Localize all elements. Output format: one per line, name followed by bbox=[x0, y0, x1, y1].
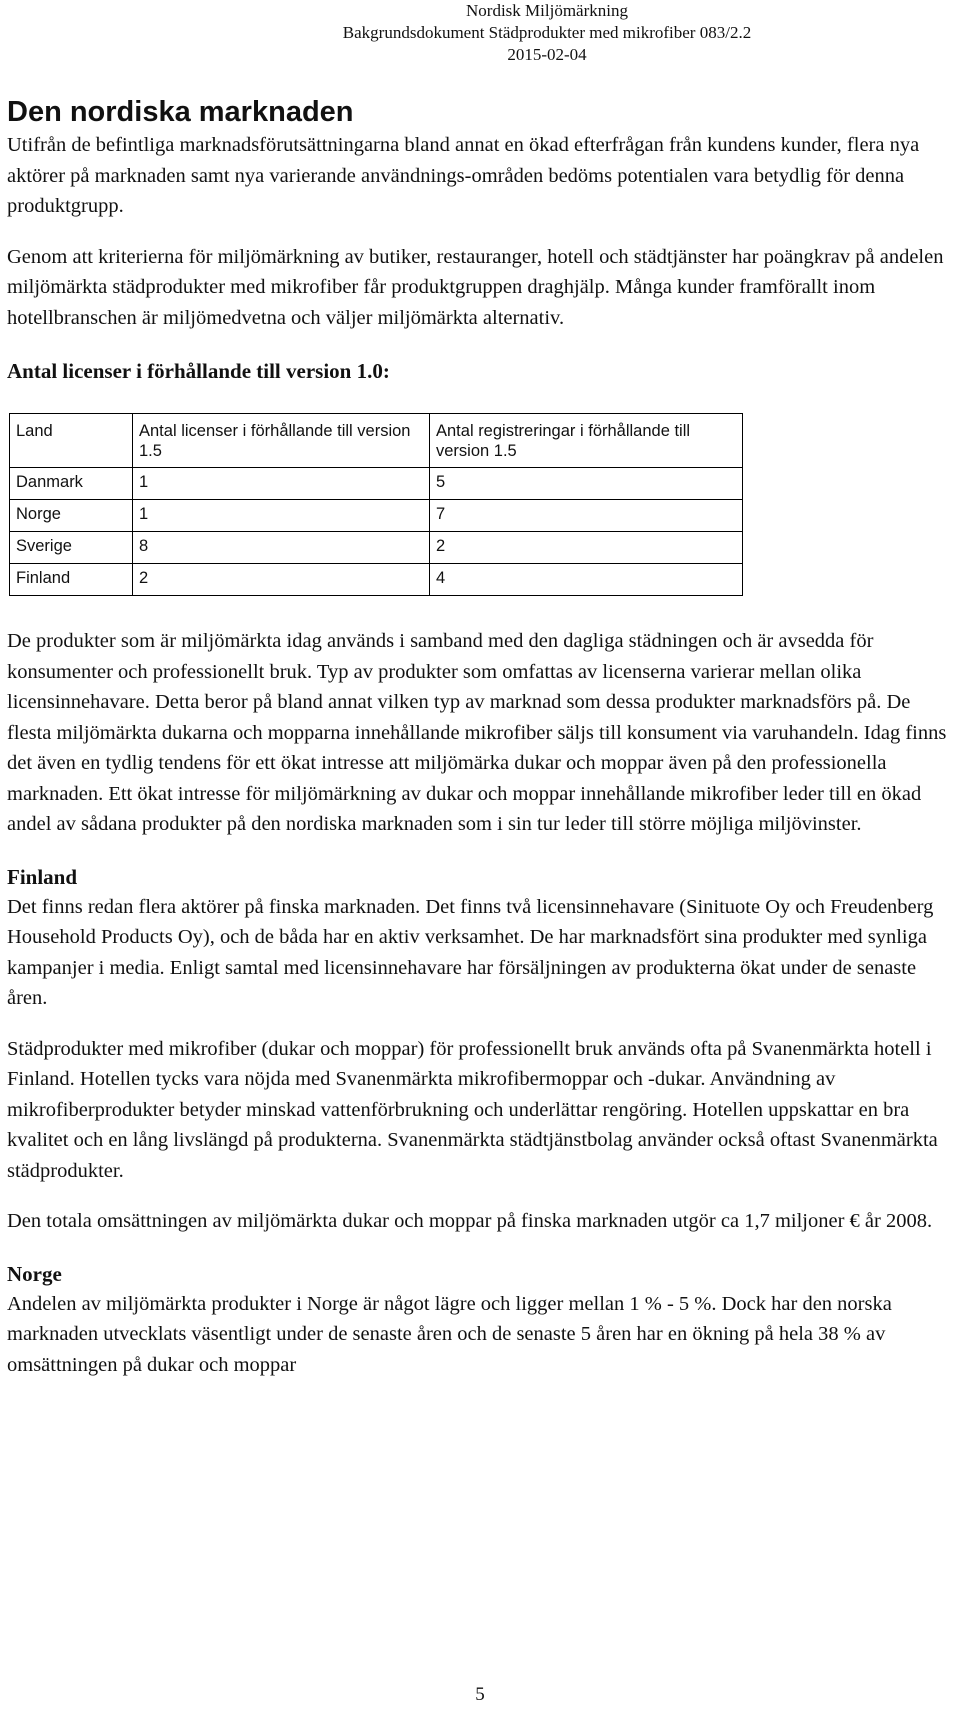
table-cell: Danmark bbox=[10, 468, 133, 500]
norge-paragraph: Andelen av miljömärkta produkter i Norge är något lägre och ligger mellan 1 % - 5 %. Dock har den norska marknaden utvecklats väsentligt under de senaste åren och de senaste 5 åren har en ökning på hela 38 % av omsättningen på dukar och moppar bbox=[7, 1292, 892, 1376]
table-cell: 1 bbox=[133, 468, 430, 500]
table-row bbox=[10, 532, 743, 564]
table-header-cell: Antal licenser i förhållande till version 1.5 bbox=[133, 414, 430, 468]
table-header-row bbox=[10, 414, 743, 468]
table-cell: Finland bbox=[10, 564, 133, 596]
page-number: 5 bbox=[475, 1684, 485, 1705]
document-body bbox=[7, 94, 957, 1380]
table-header-cell: Land bbox=[10, 414, 133, 468]
table-cell: 1 bbox=[133, 500, 430, 532]
table-cell: Sverige bbox=[10, 532, 133, 564]
section-title: Den nordiska marknaden bbox=[7, 96, 354, 128]
license-table bbox=[9, 413, 743, 596]
table-row bbox=[10, 564, 743, 596]
page-header bbox=[312, 0, 782, 66]
table-row bbox=[10, 468, 743, 500]
table-cell: 8 bbox=[133, 532, 430, 564]
table-cell: 5 bbox=[430, 468, 743, 500]
norge-heading: Norge bbox=[7, 1261, 62, 1286]
finland-heading: Finland bbox=[7, 864, 78, 889]
table-header-cell: Antal registreringar i förhållande till version 1.5 bbox=[430, 414, 743, 468]
finland-paragraph: Städprodukter med mikrofiber (dukar och moppar) för professionellt bruk används ofta på Svanenmärkta hotell i Finland. Hotellen tycks vara nöjda med Svanenmärkta mikrofibermoppar och -dukar. Användning av mikrofiberprodukter betyder minskad vattenförbrukning och underlättar rengöring. Hotellen uppskattar en bra kvalitet och en lång livslängd på produkterna. Svanenmärkta städtjänstbolag använder också oftast Svanenmärkta städprodukter. bbox=[7, 1037, 938, 1182]
header-document-title: Bakgrundsdokument Städprodukter med mikrofiber 083/2.2 bbox=[342, 23, 752, 42]
products-paragraph: De produkter som är miljömärkta idag används i samband med den dagliga städningen och är avsedda för konsumenter och professionellt bruk. Typ av produkter som omfattas av licenserna varierar mellan olika licensinnehavare. Detta beror på bland annat vilken typ av marknad som dessa produkter marknadsförs på. De flesta miljömärkta dukarna och mopparna innehållande mikrofiber säljs till konsument via varuhandeln. Idag finns det även en tydlig tendens för ett ökat intresse att miljömärka dukar och moppar även på den professionella marknaden. Ett ökat intresse för miljömärkning av dukar och moppar innehållande mikrofiber leder till en ökad andel av sådana produkter på den nordiska marknaden som i sin tur leder till större möjliga miljövinster. bbox=[7, 630, 947, 835]
finland-paragraph: Den totala omsättningen av miljömärkta dukar och moppar på finska marknaden utgör ca 1,7 miljoner € år 2008. bbox=[7, 1210, 933, 1232]
header-organization: Nordisk Miljömärkning bbox=[466, 1, 628, 20]
criteria-paragraph: Genom att kriterierna för miljömärkning av butiker, restauranger, hotell och städtjänster har poängkrav på andelen miljömärkta städprodukter med mikrofiber får produktgruppen draghjälp. Många kunder framförallt inom hotellbranschen är miljömedvetna och väljer miljömärkta alternativ. bbox=[7, 245, 944, 329]
finland-paragraph: Det finns redan flera aktörer på finska marknaden. Det finns två licensinnehavare (Sinituote Oy och Freudenberg Household Products Oy), och de båda har en aktiv verksamhet. De har marknadsfört sina produkter med synliga kampanjer i media. Enligt samtal med licensinnehavare har försäljningen av produkterna ökat under de senaste åren. bbox=[7, 895, 934, 1009]
intro-paragraph: Utifrån de befintliga marknadsförutsättningarna bland annat en ökad efterfrågan från kundens kunder, flera nya aktörer på marknaden samt nya varierande användnings-områden bedöms potentialen vara betydlig för denna produktgrupp. bbox=[7, 134, 920, 217]
table-cell: Norge bbox=[10, 500, 133, 532]
table-row bbox=[10, 500, 743, 532]
table-cell: 2 bbox=[133, 564, 430, 596]
table-cell: 4 bbox=[430, 564, 743, 596]
table-cell: 2 bbox=[430, 532, 743, 564]
header-date: 2015-02-04 bbox=[507, 45, 587, 64]
table-heading: Antal licenser i förhållande till version 1.0: bbox=[7, 359, 390, 383]
table-cell: 7 bbox=[430, 500, 743, 532]
